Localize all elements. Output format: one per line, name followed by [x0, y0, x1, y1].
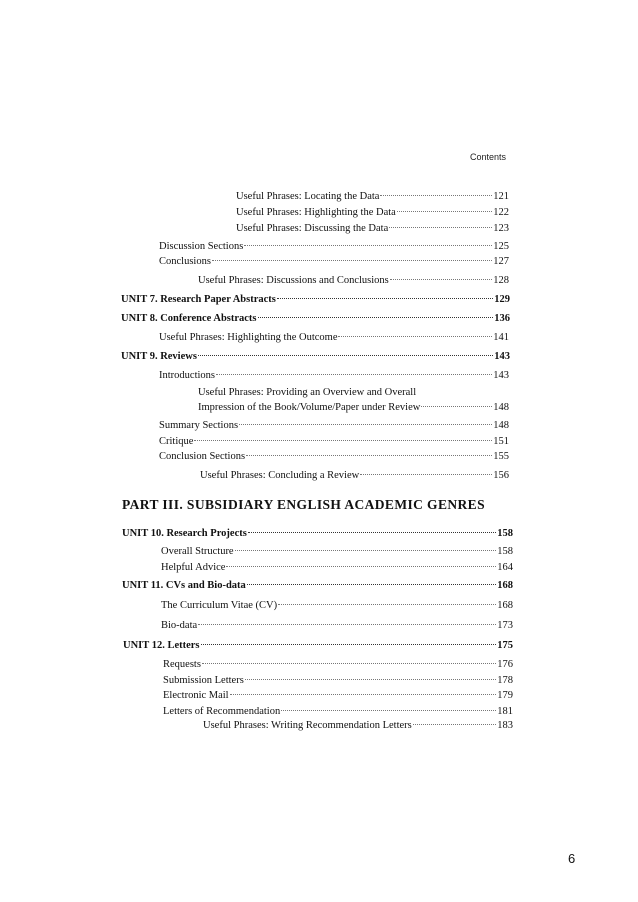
toc-entry-page: 178: [497, 675, 513, 686]
toc-entry-page: 176: [497, 659, 513, 670]
dot-leader: [248, 532, 496, 533]
toc-entry[interactable]: [161, 546, 513, 557]
toc-entry-title: Discussion Sections: [159, 241, 244, 252]
toc-entry-page: 179: [497, 690, 513, 701]
toc-entry-title: Useful Phrases: Discussing the Data: [236, 223, 389, 234]
toc-entry-page: 148: [493, 420, 509, 431]
dot-leader: [244, 245, 492, 246]
toc-unit-entry[interactable]: [121, 351, 510, 362]
dot-leader: [338, 336, 492, 337]
toc-entry-title: UNIT 9. Reviews: [121, 351, 197, 362]
toc-entry-page: 181: [497, 706, 513, 717]
toc-entry[interactable]: [159, 332, 509, 343]
toc-entry[interactable]: [163, 690, 513, 701]
dot-leader: [230, 694, 497, 695]
toc-entry-title-line: Useful Phrases: Providing an Overview and Overall: [198, 387, 417, 398]
toc-entry[interactable]: [200, 470, 509, 481]
toc-entry-title: Introductions: [159, 370, 215, 381]
toc-entry-page: 168: [497, 600, 513, 611]
toc-entry[interactable]: [163, 706, 513, 717]
dot-leader: [380, 195, 492, 196]
toc-entry-title: UNIT 7. Research Paper Abstracts: [121, 294, 276, 305]
toc-entry-title: Useful Phrases: Concluding a Review: [200, 470, 360, 481]
dot-leader: [201, 644, 497, 645]
toc-entry-title: UNIT 12. Letters: [123, 640, 200, 651]
toc-entry[interactable]: [236, 191, 509, 202]
toc-entry-title: Letters of Recommendation: [163, 706, 281, 717]
toc-entry[interactable]: [203, 720, 513, 731]
toc-entry[interactable]: [163, 675, 513, 686]
toc-entry-title: Submission Letters: [163, 675, 244, 686]
toc-entry-page: 155: [493, 451, 509, 462]
toc-entry[interactable]: [198, 402, 509, 413]
toc-entry-title: Conclusions: [159, 256, 211, 267]
dot-leader: [246, 455, 492, 456]
dot-leader: [247, 584, 496, 585]
toc-entry[interactable]: [163, 659, 513, 670]
toc-unit-entry[interactable]: [122, 580, 513, 591]
toc-entry[interactable]: [236, 207, 509, 218]
dot-leader: [235, 550, 497, 551]
dot-leader: [277, 298, 493, 299]
toc-entry-title: Impression of the Book/Volume/Paper under Review: [198, 402, 421, 413]
toc-entry-title: UNIT 10. Research Projects: [122, 528, 247, 539]
dot-leader: [226, 566, 496, 567]
dot-leader: [389, 227, 492, 228]
toc-entry[interactable]: [159, 241, 509, 252]
dot-leader: [258, 317, 494, 318]
toc-entry[interactable]: [159, 370, 509, 381]
toc-unit-entry[interactable]: [123, 640, 513, 651]
toc-entry-page: 129: [494, 294, 510, 305]
toc-entry-page: 125: [493, 241, 509, 252]
toc-entry-page: 175: [497, 640, 513, 651]
dot-leader: [421, 406, 492, 407]
toc-entry-title: Conclusion Sections: [159, 451, 246, 462]
toc-entry-title: Critique: [159, 436, 194, 447]
toc-entry-page: 158: [497, 528, 513, 539]
toc-entry-page: 121: [493, 191, 509, 202]
toc-entry[interactable]: [236, 223, 509, 234]
toc-entry-page: 122: [493, 207, 509, 218]
toc-entry-title: Useful Phrases: Writing Recommendation Letters: [203, 720, 412, 731]
toc-entry-page: 128: [493, 275, 509, 286]
toc-entry-title: Requests: [163, 659, 201, 670]
toc-entry[interactable]: [159, 256, 509, 267]
toc-entry-title: Useful Phrases: Highlighting the Data: [236, 207, 396, 218]
dot-leader: [202, 663, 496, 664]
dot-leader: [239, 424, 492, 425]
toc-entry-page: 168: [497, 580, 513, 591]
dot-leader: [390, 279, 493, 280]
toc-entry-title: Overall Structure: [161, 546, 234, 557]
toc-entry-title: Bio-data: [161, 620, 198, 631]
dot-leader: [245, 679, 496, 680]
page-number: 6: [568, 851, 576, 866]
running-header: Contents: [470, 152, 507, 162]
toc-unit-entry[interactable]: [121, 294, 510, 305]
dot-leader: [281, 710, 496, 711]
toc-entry-page: 164: [497, 562, 513, 573]
toc-entry[interactable]: [161, 600, 513, 611]
dot-leader: [397, 211, 492, 212]
toc-entry-page: 173: [497, 620, 513, 631]
dot-leader: [216, 374, 492, 375]
toc-entry-title: The Curriculum Vitae (CV): [161, 600, 278, 611]
dot-leader: [278, 604, 496, 605]
toc-entry[interactable]: [159, 420, 509, 431]
part-heading: PART III. SUBSIDIARY ENGLISH ACADEMIC GENRES: [122, 497, 485, 512]
dot-leader: [360, 474, 492, 475]
toc-entry-title: UNIT 8. Conference Abstracts: [121, 313, 257, 324]
toc-entry-title: Useful Phrases: Locating the Data: [236, 191, 380, 202]
toc-entry-page: 141: [493, 332, 509, 343]
toc-entry-page: 127: [493, 256, 509, 267]
toc-entry[interactable]: [161, 620, 513, 631]
dot-leader: [194, 440, 492, 441]
toc-entry-page: 156: [493, 470, 509, 481]
toc-entry[interactable]: [159, 436, 509, 447]
dot-leader: [198, 624, 496, 625]
toc-entry-page: 183: [497, 720, 513, 731]
dot-leader: [198, 355, 493, 356]
toc-entry-page: 136: [494, 313, 510, 324]
toc-entry-title: Useful Phrases: Highlighting the Outcome: [159, 332, 338, 343]
toc-entry-page: 123: [493, 223, 509, 234]
dot-leader: [212, 260, 492, 261]
toc-entry-title: Helpful Advice: [161, 562, 226, 573]
toc-entry-page: 143: [494, 351, 510, 362]
toc-unit-entry[interactable]: [122, 528, 513, 539]
toc-unit-entry[interactable]: [121, 313, 510, 324]
toc-entry-title: Useful Phrases: Discussions and Conclusions: [198, 275, 389, 286]
toc-entry[interactable]: [159, 451, 509, 462]
dot-leader: [413, 724, 496, 725]
toc-entry-page: 143: [493, 370, 509, 381]
toc-entry-title: UNIT 11. CVs and Bio-data: [122, 580, 246, 591]
toc-entry-page: 158: [497, 546, 513, 557]
toc-entry-page: 148: [493, 402, 509, 413]
toc-entry-page: 151: [493, 436, 509, 447]
toc-entry[interactable]: [198, 275, 509, 286]
toc-entry[interactable]: [161, 562, 513, 573]
toc-entry-title: Electronic Mail: [163, 690, 229, 701]
toc-entry-title: Summary Sections: [159, 420, 239, 431]
